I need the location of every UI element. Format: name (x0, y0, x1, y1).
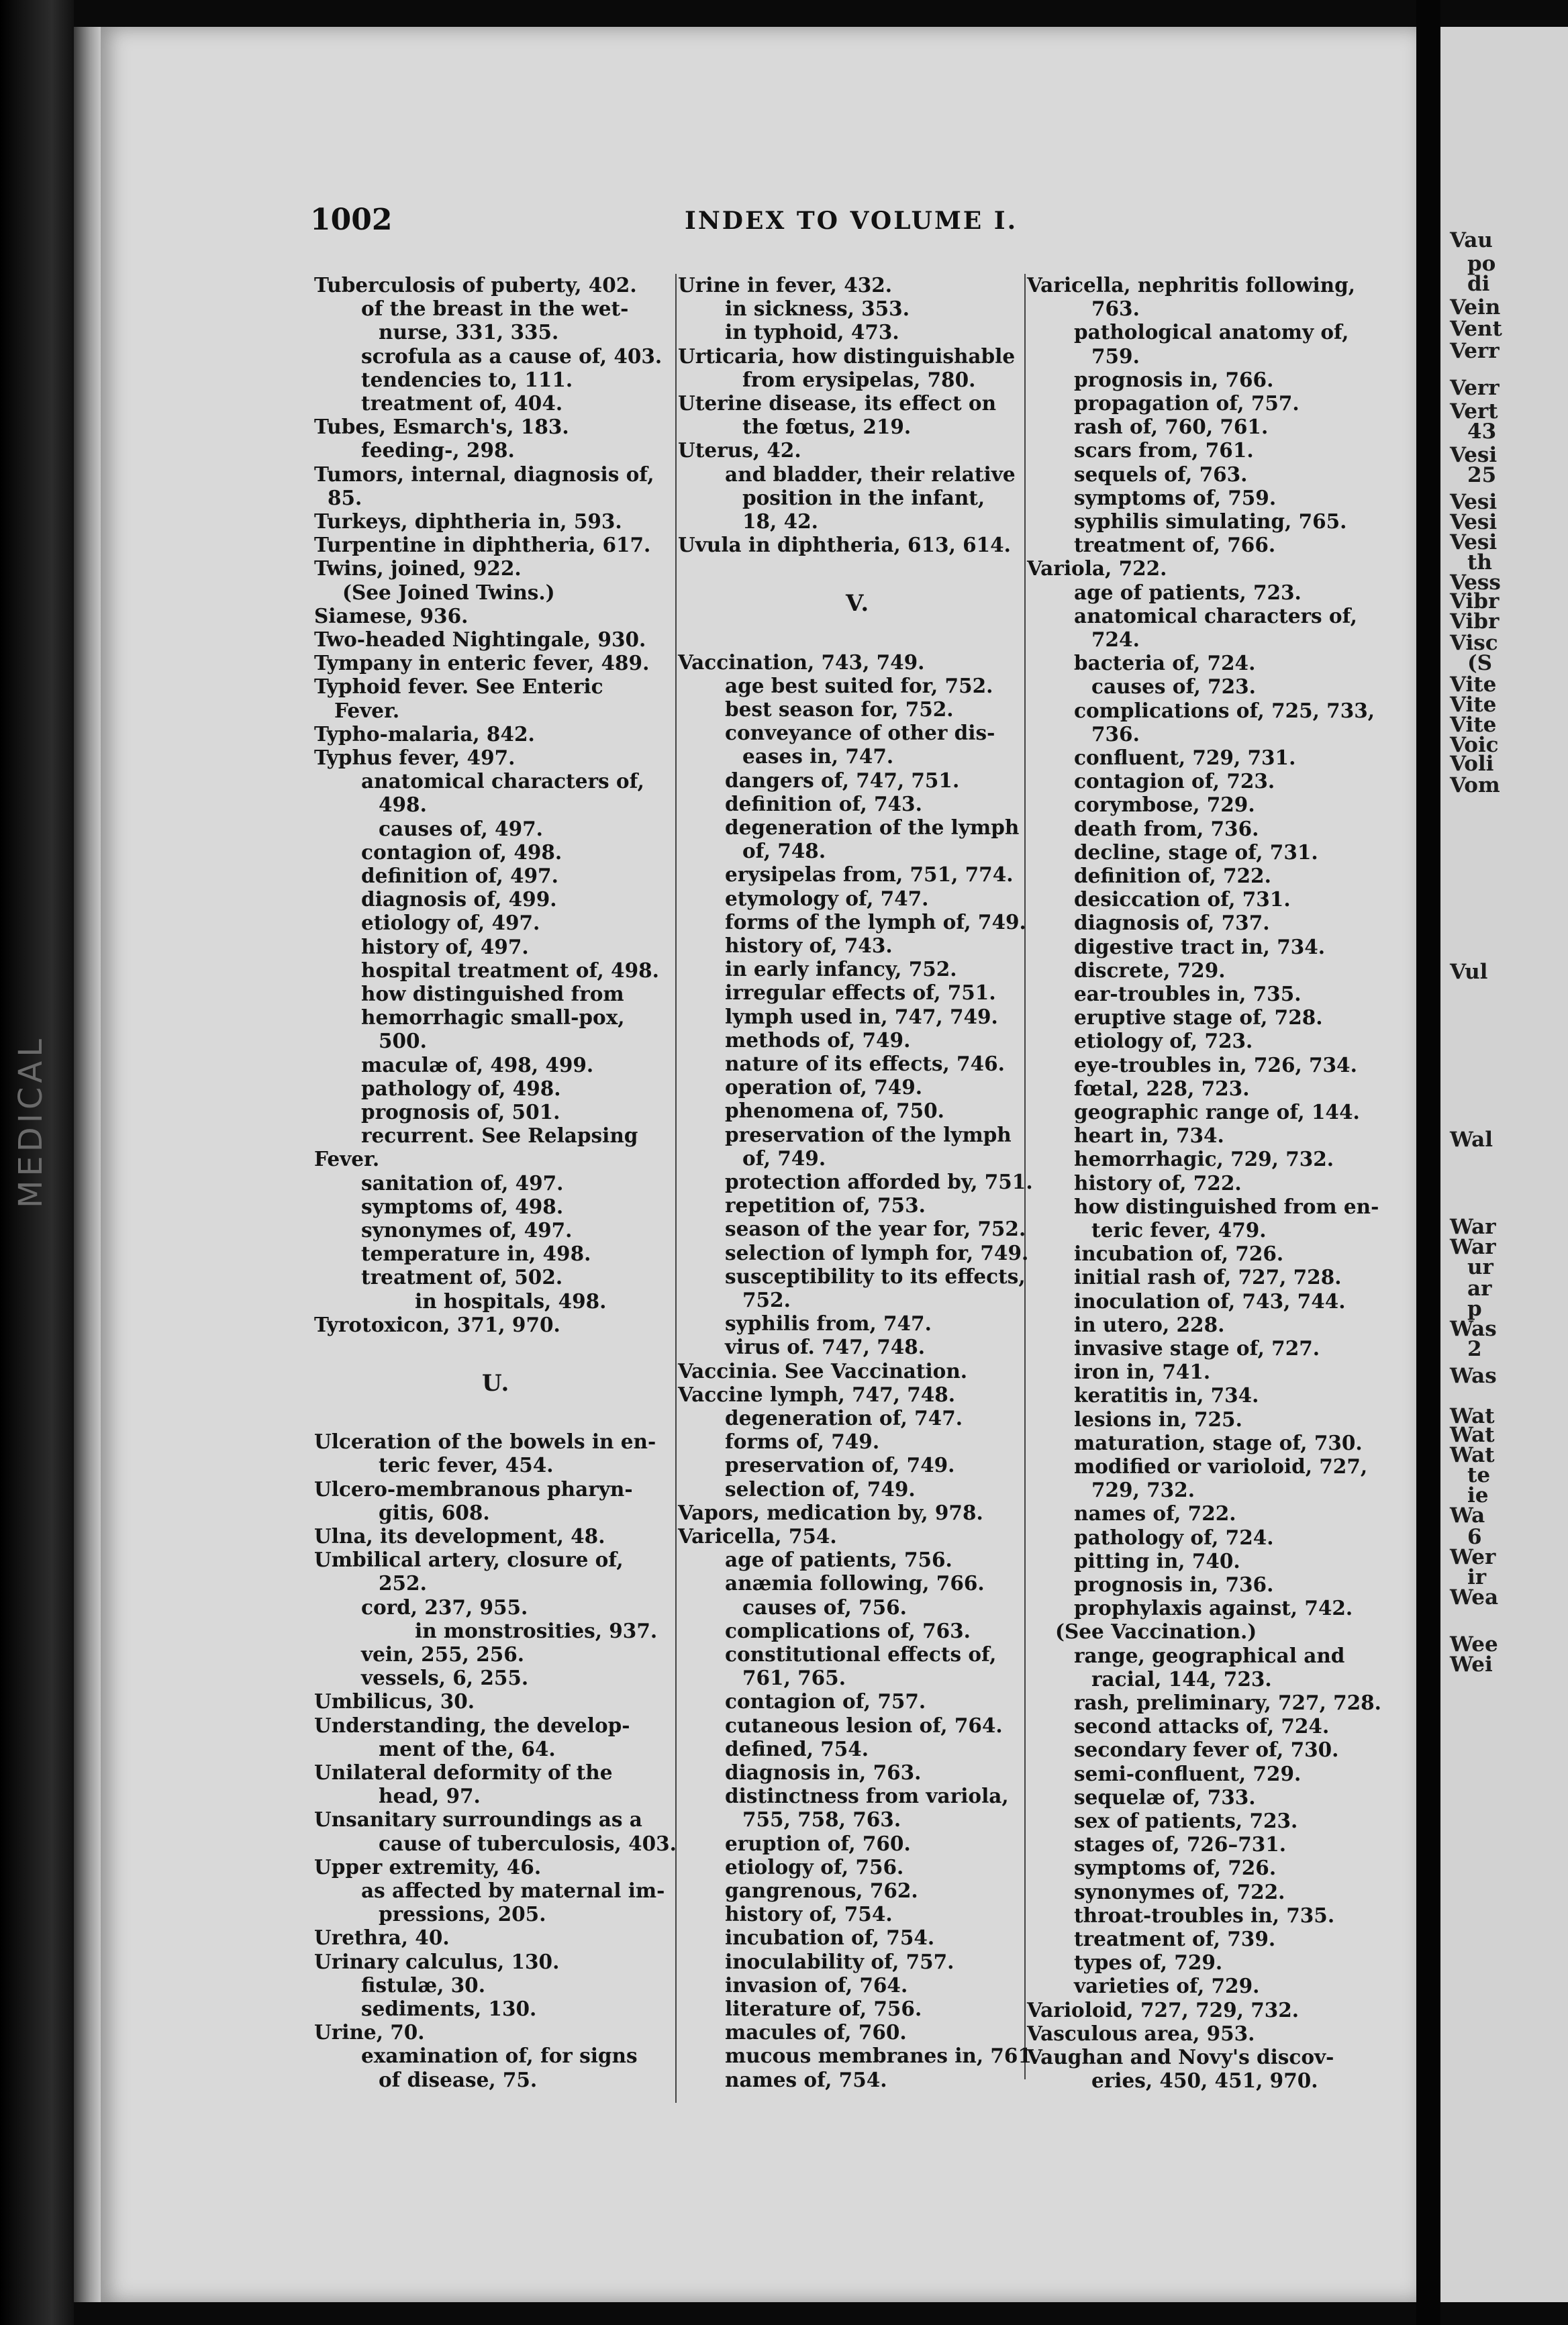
next-page-fragment: Vesi (1450, 510, 1498, 534)
index-entry: lesions in, 725. (1074, 1407, 1242, 1431)
next-page-fragment: War (1450, 1215, 1496, 1239)
index-entry: 763. (1091, 297, 1140, 321)
index-entry: Vaccinia. See Vaccination. (678, 1358, 968, 1383)
index-entry: digestive tract in, 734. (1074, 934, 1326, 958)
index-entry: incubation of, 754. (725, 1926, 935, 1950)
index-entry: iron in, 741. (1074, 1360, 1211, 1384)
index-entry: dangers of, 747, 751. (725, 768, 960, 792)
index-entry: lymph used in, 747, 749. (725, 1004, 998, 1028)
index-entry: modified or varioloid, 727, (1074, 1454, 1368, 1478)
index-entry: keratitis in, 734. (1074, 1383, 1259, 1407)
index-entry: syphilis from, 747. (725, 1312, 932, 1336)
index-entry: inoculability of, 757. (725, 1949, 954, 1973)
index-entry: racial, 144, 723. (1091, 1667, 1272, 1691)
index-entry: second attacks of, 724. (1074, 1714, 1330, 1738)
index-entry: hospital treatment of, 498. (361, 958, 659, 982)
index-entry: diagnosis of, 737. (1074, 911, 1270, 935)
index-entry: eries, 450, 451, 970. (1091, 2069, 1318, 2093)
spine-label: MEDICAL (12, 1035, 50, 1208)
next-page-fragment: p (1467, 1297, 1482, 1321)
next-page-fragment: Wea (1450, 1585, 1499, 1610)
next-page-fragment: Vul (1450, 960, 1488, 984)
index-entry: sequels of, 763. (1074, 462, 1248, 486)
index-entry: 761, 765. (742, 1666, 846, 1690)
index-entry: mucous membranes in, 761. (725, 2044, 1039, 2068)
next-page-fragment: ie (1467, 1483, 1489, 1507)
index-entry: history of, 743. (725, 934, 893, 957)
index-entry: eases in, 747. (742, 744, 894, 769)
index-entry: propagation of, 757. (1074, 391, 1300, 415)
index-entry: stages of, 726–731. (1074, 1832, 1287, 1857)
index-entry: 755, 758, 763. (742, 1808, 901, 1832)
index-entry: Tyrotoxicon, 371, 970. (314, 1312, 560, 1336)
index-entry: ment of the, 64. (379, 1736, 556, 1761)
index-entry: age best suited for, 752. (725, 673, 993, 697)
index-entry: definition of, 722. (1074, 864, 1271, 887)
index-entry: diagnosis in, 763. (725, 1761, 922, 1784)
index-entry: prophylaxis against, 742. (1074, 1596, 1353, 1620)
next-page-fragment: Voic (1450, 733, 1499, 757)
next-page-fragment: Vite (1450, 713, 1497, 737)
index-entry: of, 748. (742, 839, 826, 863)
index-page (101, 27, 1416, 2302)
index-entry: rash, preliminary, 727, 728. (1074, 1691, 1381, 1714)
index-entry: methods of, 749. (725, 1028, 911, 1052)
page-edge (74, 27, 101, 2302)
index-entry: definition of, 743. (725, 791, 922, 815)
index-entry: selection of, 749. (725, 1477, 916, 1501)
index-entry: scars from, 761. (1074, 438, 1254, 462)
index-entry: Typhoid fever. See Enteric (314, 675, 603, 699)
index-entry: how distinguished from en- (1074, 1194, 1379, 1218)
index-entry: 752. (742, 1288, 791, 1312)
index-entry: conveyance of other dis- (725, 721, 995, 745)
index-entry: heart in, 734. (1074, 1124, 1224, 1148)
index-entry: Tympany in enteric fever, 489. (314, 651, 650, 675)
index-entry: varieties of, 729. (1074, 1974, 1260, 1998)
index-entry: Understanding, the develop- (314, 1713, 630, 1737)
index-entry: rash of, 760, 761. (1074, 415, 1269, 439)
index-entry: symptoms of, 498. (361, 1194, 564, 1218)
index-entry: nurse, 331, 335. (379, 320, 559, 344)
index-entry: definition of, 497. (361, 864, 558, 887)
index-entry: Uterine disease, its effect on (678, 391, 997, 415)
index-entry: confluent, 729, 731. (1074, 746, 1296, 769)
next-page-fragment: 2 (1467, 1337, 1482, 1361)
index-entry: forms of the lymph of, 749. (725, 909, 1026, 934)
index-entry: inoculation of, 743, 744. (1074, 1289, 1346, 1313)
index-entry: 736. (1091, 722, 1140, 746)
index-entry: 85. (328, 485, 362, 509)
index-entry: throat-troubles in, 735. (1074, 1903, 1335, 1927)
index-entry: of disease, 75. (379, 2067, 538, 2091)
index-entry: of the breast in the wet- (361, 297, 629, 321)
index-entry: prognosis in, 736. (1074, 1573, 1274, 1596)
index-entry: contagion of, 757. (725, 1689, 926, 1714)
index-entry: scrofula as a cause of, 403. (361, 344, 663, 368)
next-page-fragment: Vert (1450, 399, 1498, 424)
next-page-fragment: Vesi (1450, 443, 1498, 467)
index-entry: etiology of, 497. (361, 911, 540, 935)
index-entry: anæmia following, 766. (725, 1571, 985, 1595)
index-entry: semi-confluent, 729. (1074, 1761, 1302, 1785)
index-entry: Variola, 722. (1027, 556, 1167, 581)
index-entry: in hospitals, 498. (415, 1289, 607, 1313)
index-entry: of, 749. (742, 1146, 826, 1170)
index-entry: Fever. (314, 1147, 380, 1171)
index-entry: 18, 42. (742, 509, 818, 533)
index-entry: synonymes of, 497. (361, 1218, 573, 1242)
next-page-fragment: Wat (1450, 1423, 1495, 1447)
index-entry: Vaccine lymph, 747, 748. (678, 1382, 956, 1406)
index-entry: Turkeys, diphtheria in, 593. (314, 509, 622, 533)
index-entry: Urine, 70. (314, 2020, 425, 2044)
column-rule-1 (675, 274, 677, 2103)
index-entry: from erysipelas, 780. (742, 367, 976, 391)
index-entry: irregular effects of, 751. (725, 981, 996, 1005)
index-entry: gitis, 608. (379, 1500, 490, 1524)
next-page-fragment: Vibr (1450, 589, 1500, 613)
index-entry: temperature in, 498. (361, 1242, 591, 1266)
gutter (1416, 0, 1440, 2325)
next-page-fragment: Wal (1450, 1128, 1493, 1152)
index-entry: Uvula in diphtheria, 613, 614. (678, 533, 1011, 557)
next-page-fragment: Wat (1450, 1404, 1495, 1428)
index-entry: 500. (379, 1029, 427, 1053)
next-page-fragment: Vom (1450, 773, 1500, 797)
index-entry: teric fever, 454. (379, 1453, 554, 1477)
index-entry: geographic range of, 144. (1074, 1100, 1360, 1124)
index-entry: types of, 729. (1074, 1950, 1223, 1975)
index-entry: susceptibility to its effects, (725, 1264, 1026, 1288)
index-entry: history of, 754. (725, 1902, 893, 1926)
index-entry: Ulcero-membranous pharyn- (314, 1477, 633, 1501)
next-page-fragment: Was (1450, 1364, 1497, 1388)
index-entry: cutaneous lesion of, 764. (725, 1713, 1003, 1737)
index-entry: names of, 722. (1074, 1501, 1236, 1526)
index-entry: pathology of, 498. (361, 1076, 561, 1100)
index-entry: in monstrosities, 937. (415, 1618, 658, 1642)
index-entry: prognosis in, 766. (1074, 367, 1274, 391)
index-entry: the fœtus, 219. (742, 415, 912, 439)
index-entry: vessels, 6, 255. (361, 1666, 529, 1690)
next-page-fragment: Vess (1450, 571, 1501, 595)
index-entry: Umbilicus, 30. (314, 1689, 475, 1714)
index-entry: etymology of, 747. (725, 886, 929, 910)
index-entry: range, geographical and (1074, 1643, 1345, 1667)
index-entry: Vaughan and Novy's discov- (1027, 2045, 1334, 2069)
index-entry: Varioloid, 727, 729, 732. (1027, 1997, 1300, 2022)
index-entry: in utero, 228. (1074, 1312, 1225, 1336)
index-entry: complications of, 763. (725, 1618, 971, 1642)
index-entry: Upper extremity, 46. (314, 1854, 542, 1879)
index-entry: 729, 732. (1091, 1478, 1195, 1502)
next-page-fragment: Wer (1450, 1545, 1496, 1569)
index-entry: in early infancy, 752. (725, 957, 957, 981)
index-entry: Ulna, its development, 48. (314, 1524, 605, 1548)
index-entry: distinctness from variola, (725, 1784, 1009, 1808)
index-entry: Varicella, 754. (678, 1524, 837, 1548)
next-page-fragment: Vesi (1450, 530, 1498, 554)
index-entry: Typho-malaria, 842. (314, 722, 535, 746)
index-entry: maturation, stage of, 730. (1074, 1430, 1363, 1454)
index-entry: 759. (1091, 344, 1140, 368)
index-entry: (See Vaccination.) (1055, 1620, 1257, 1644)
index-entry: decline, stage of, 731. (1074, 840, 1318, 864)
index-entry: feeding-, 298. (361, 438, 515, 462)
index-entry: etiology of, 723. (1074, 1029, 1253, 1053)
index-entry: causes of, 497. (379, 816, 543, 840)
next-page-fragment: Verr (1450, 339, 1500, 363)
index-entry: Varicella, nephritis following, (1027, 273, 1355, 297)
next-page-fragment: 6 (1467, 1525, 1482, 1549)
index-entry: symptoms of, 726. (1074, 1856, 1277, 1880)
index-entry: causes of, 756. (742, 1595, 907, 1619)
index-entry: syphilis simulating, 765. (1074, 509, 1347, 533)
index-entry: forms of, 749. (725, 1430, 880, 1454)
index-entry: pathology of, 724. (1074, 1525, 1274, 1549)
index-entry: initial rash of, 727, 728. (1074, 1265, 1342, 1289)
next-page-fragment: War (1450, 1235, 1496, 1259)
index-entry: Fever. (334, 698, 400, 722)
index-entry: 724. (1091, 628, 1140, 651)
index-entry: maculæ of, 498, 499. (361, 1052, 594, 1077)
index-entry: complications of, 725, 733, (1074, 698, 1375, 722)
index-entry: history of, 722. (1074, 1171, 1242, 1195)
index-entry: best season for, 752. (725, 697, 954, 721)
index-entry: Vaccination, 743, 749. (678, 650, 925, 674)
index-entry: preservation of the lymph (725, 1122, 1012, 1146)
index-entry: how distinguished from (361, 982, 624, 1005)
index-entry: examination of, for signs (361, 2044, 638, 2068)
index-entry: constitutional effects of, (725, 1642, 997, 1666)
next-page-fragment: ir (1467, 1565, 1487, 1589)
index-entry: Twins, joined, 922. (314, 556, 522, 581)
index-entry: Urine in fever, 432. (678, 273, 893, 297)
next-page-fragment: ur (1467, 1255, 1493, 1279)
index-entry: sediments, 130. (361, 1997, 537, 2020)
index-entry: hemorrhagic, 729, 732. (1074, 1147, 1334, 1171)
index-entry: Ulceration of the bowels in en- (314, 1430, 656, 1454)
index-entry: etiology of, 756. (725, 1854, 904, 1879)
index-entry: Typhus fever, 497. (314, 746, 516, 769)
next-page-fragment: 25 (1467, 463, 1497, 487)
next-page-fragment: te (1467, 1463, 1491, 1487)
index-entry: pathological anatomy of, (1074, 320, 1349, 344)
index-entry: symptoms of, 759. (1074, 485, 1277, 509)
next-page-fragment: (S (1467, 651, 1493, 675)
next-page-fragment: Was (1450, 1317, 1497, 1341)
index-entry: incubation of, 726. (1074, 1242, 1284, 1266)
index-entry: position in the infant, (742, 485, 985, 509)
index-entry: head, 97. (379, 1784, 481, 1808)
index-entry: as affected by maternal im- (361, 1879, 665, 1902)
next-page-fragment: Vau (1450, 228, 1493, 252)
index-entry: Two-headed Nightingale, 930. (314, 628, 646, 651)
index-entry: Unilateral deformity of the (314, 1761, 613, 1784)
index-entry: synonymes of, 722. (1074, 1879, 1285, 1903)
index-entry: cause of tuberculosis, 403. (379, 1831, 677, 1855)
index-entry: Turpentine in diphtheria, 617. (314, 533, 651, 557)
index-entry: names of, 754. (725, 2067, 887, 2091)
index-entry: repetition of, 753. (725, 1193, 926, 1218)
index-entry: pressions, 205. (379, 1902, 546, 1926)
index-entry: Tubes, Esmarch's, 183. (314, 415, 569, 439)
index-entry: virus of. 747, 748. (725, 1335, 926, 1359)
next-page-fragment: Visc (1450, 631, 1498, 655)
index-entry: Urticaria, how distinguishable (678, 344, 1016, 368)
index-entry: Siamese, 936. (314, 603, 469, 628)
index-entry: contagion of, 723. (1074, 769, 1275, 793)
next-page-fragment: Vite (1450, 693, 1497, 717)
index-entry: hemorrhagic small-pox, (361, 1005, 625, 1030)
index-entry: eruption of, 760. (725, 1831, 911, 1855)
next-page-fragment: Wa (1450, 1503, 1485, 1528)
next-page-fragment: Vesi (1450, 490, 1498, 514)
index-entry: Tumors, internal, diagnosis of, (314, 462, 654, 486)
page-header (101, 203, 1416, 243)
index-entry: and bladder, their relative (725, 462, 1016, 486)
index-entry: contagion of, 498. (361, 840, 562, 864)
index-entry: eruptive stage of, 728. (1074, 1005, 1323, 1030)
next-page-fragment: th (1467, 550, 1492, 575)
index-entry: anatomical characters of, (1074, 603, 1357, 628)
index-entry: season of the year for, 752. (725, 1217, 1026, 1241)
next-page-fragment: Vibr (1450, 609, 1500, 634)
next-page-fragment: ar (1467, 1277, 1492, 1301)
index-entry: Uterus, 42. (678, 438, 801, 462)
index-entry: sex of patients, 723. (1074, 1809, 1298, 1832)
page-number: 1002 (310, 203, 393, 237)
index-entry: age of patients, 756. (725, 1548, 952, 1572)
index-entry: Vapors, medication by, 978. (678, 1500, 983, 1524)
next-page-fragment: Vein (1450, 295, 1501, 319)
index-entry: selection of lymph for, 749. (725, 1240, 1029, 1265)
index-entry: fistulæ, 30. (361, 1973, 485, 1997)
index-entry: in typhoid, 473. (725, 320, 899, 344)
index-entry: 252. (379, 1571, 427, 1595)
index-entry: vein, 255, 256. (361, 1642, 525, 1666)
index-entry: phenomena of, 750. (725, 1099, 944, 1123)
index-entry: treatment of, 766. (1074, 533, 1276, 557)
index-entry: invasive stage of, 727. (1074, 1336, 1320, 1360)
index-entry: anatomical characters of, (361, 769, 644, 793)
index-entry: erysipelas from, 751, 774. (725, 862, 1014, 887)
index-entry: sequelæ of, 733. (1074, 1785, 1256, 1809)
index-entry: recurrent. See Relapsing (361, 1124, 638, 1148)
index-entry: teric fever, 479. (1091, 1218, 1267, 1242)
section-letter: U. (482, 1370, 511, 1397)
next-page-fragment: Wat (1450, 1443, 1495, 1467)
next-page-fragment: Vent (1450, 317, 1502, 341)
index-entry: Tuberculosis of puberty, 402. (314, 273, 637, 297)
section-letter: V. (846, 590, 871, 617)
index-entry: Umbilical artery, closure of, (314, 1548, 624, 1572)
next-page-fragment: Wee (1450, 1632, 1498, 1656)
index-entry: Urethra, 40. (314, 1926, 450, 1950)
index-entry: treatment of, 739. (1074, 1927, 1276, 1950)
index-entry: operation of, 749. (725, 1075, 923, 1099)
index-entry: Unsanitary surroundings as a (314, 1808, 642, 1832)
index-entry: protection afforded by, 751. (725, 1170, 1033, 1193)
next-page-fragment: Voli (1450, 752, 1494, 776)
next-page-fragment: Verr (1450, 376, 1500, 400)
index-entry: sanitation of, 497. (361, 1171, 564, 1195)
index-entry: eye-troubles in, 726, 734. (1074, 1052, 1357, 1077)
index-entry: treatment of, 404. (361, 391, 563, 415)
index-entry: death from, 736. (1074, 816, 1259, 840)
index-entry: corymbose, 729. (1074, 793, 1255, 817)
next-page-fragment: Vite (1450, 673, 1497, 697)
index-entry: diagnosis of, 499. (361, 887, 557, 911)
index-entry: pitting in, 740. (1074, 1548, 1240, 1573)
index-entry: causes of, 723. (1091, 675, 1256, 699)
index-entry: Vasculous area, 953. (1027, 2021, 1255, 2045)
next-page-edge (1440, 27, 1568, 2302)
index-entry: fœtal, 228, 723. (1074, 1076, 1250, 1100)
index-entry: desiccation of, 731. (1074, 887, 1291, 911)
index-entry: in sickness, 353. (725, 297, 910, 321)
index-entry: history of, 497. (361, 934, 529, 958)
book-binding (0, 0, 74, 2325)
index-entry: preservation of, 749. (725, 1453, 955, 1477)
index-entry: tendencies to, 111. (361, 367, 573, 391)
index-entry: cord, 237, 955. (361, 1595, 528, 1619)
index-entry: prognosis of, 501. (361, 1100, 560, 1124)
next-page-fragment: Wei (1450, 1652, 1493, 1677)
next-page-fragment: po (1467, 252, 1496, 276)
running-title: INDEX TO VOLUME I. (685, 207, 1018, 235)
index-entry: nature of its effects, 746. (725, 1052, 1005, 1075)
index-entry: (See Joined Twins.) (342, 580, 555, 604)
index-entry: invasion of, 764. (725, 1973, 908, 1997)
index-entry: bacteria of, 724. (1074, 651, 1256, 675)
next-page-fragment: 43 (1467, 419, 1497, 444)
index-entry: literature of, 756. (725, 1997, 922, 2020)
index-entry: degeneration of, 747. (725, 1406, 963, 1430)
index-entry: degeneration of the lymph (725, 815, 1020, 839)
index-entry: age of patients, 723. (1074, 580, 1302, 604)
index-entry: Urinary calculus, 130. (314, 1949, 560, 1973)
index-entry: macules of, 760. (725, 2020, 907, 2044)
index-entry: treatment of, 502. (361, 1265, 563, 1289)
index-entry: gangrenous, 762. (725, 1879, 918, 1902)
index-entry: 498. (379, 793, 427, 817)
index-entry: ear-troubles in, 735. (1074, 982, 1302, 1005)
next-page-fragment: di (1467, 272, 1490, 296)
index-entry: discrete, 729. (1074, 958, 1226, 982)
index-entry: secondary fever of, 730. (1074, 1738, 1339, 1762)
index-entry: defined, 754. (725, 1736, 869, 1761)
